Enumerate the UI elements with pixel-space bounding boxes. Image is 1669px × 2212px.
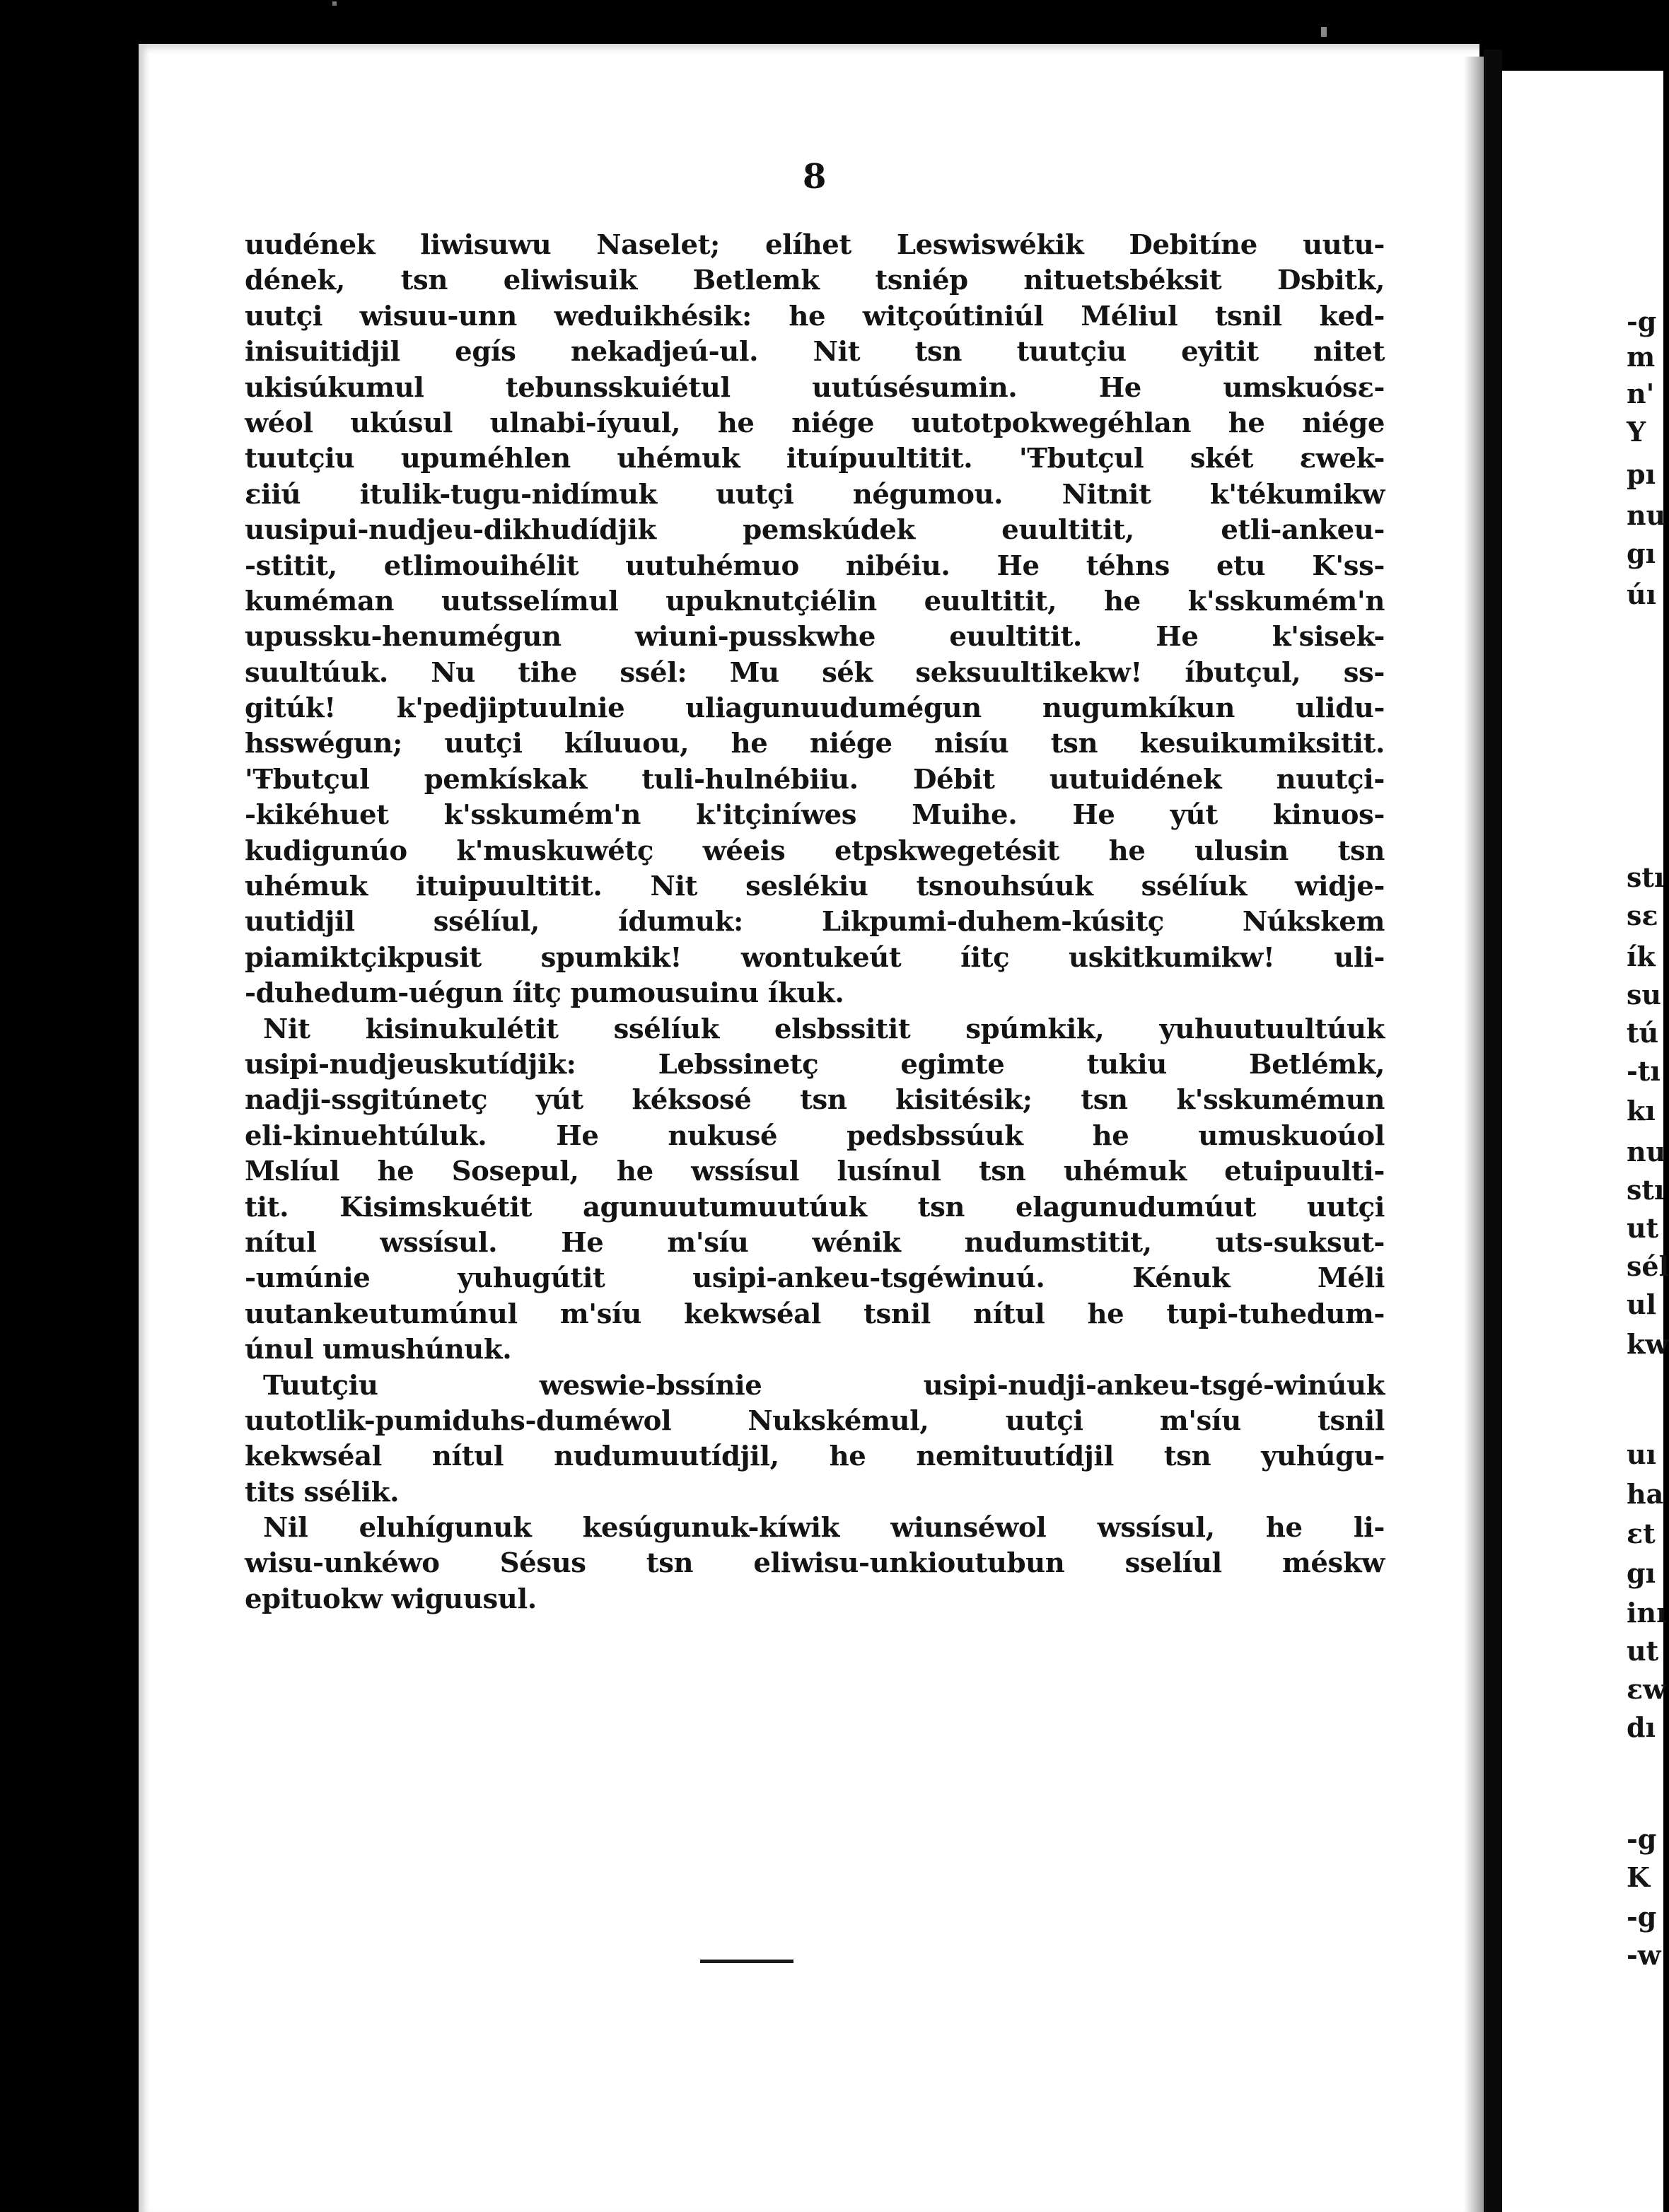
next-page-fragment: K [1627, 1861, 1651, 1893]
next-page-fragment: inı [1627, 1597, 1667, 1629]
text-line: uudének liwisuwu Naselet; elíhet Leswiswékik Debitíne uutu- [245, 229, 1385, 261]
text-line: usipi-nudjeuskutídjik: Lebssinetç egimte tukiu Betlémk, [245, 1048, 1385, 1081]
dust-speck [332, 1, 337, 6]
text-line: nítul wssísul. He m'síu wénik nudumstitit, uts-suksut- [245, 1226, 1385, 1259]
end-rule [700, 1960, 793, 1963]
text-line: uutidjil ssélíul, ídumuk: Likpumi-duhem-kúsitç Núkskem [245, 906, 1385, 938]
next-page-fragment: -g [1627, 1823, 1657, 1855]
text-line: -duhedum-uégun íitç pumousuinu íkuk. [245, 977, 844, 1010]
text-line: kekwséal nítul nudumuutídjil, he nemituutídjil tsn yuhúgu- [245, 1440, 1385, 1473]
next-page-fragment: -g [1627, 305, 1657, 337]
text-line: εiiú itulik-tugu-nidímuk uutçi négumou. Nitnit k'tékumikw [245, 478, 1385, 511]
next-page-fragment: sε [1627, 900, 1658, 931]
text-line: únul umushúnuk. [245, 1334, 512, 1366]
next-page-fragment: -g [1627, 1901, 1657, 1933]
text-line: uusipui-nudjeu-dikhudídjik pemskúdek euultitit, etli-ankeu- [245, 514, 1385, 547]
next-page-fragment: Y [1627, 416, 1646, 448]
text-line: tit. Kisimskuétit agunuutumuutúuk tsn elagunudumúut uutçi [245, 1191, 1385, 1223]
text-line: -umúnie yuhugútit usipi-ankeu-tsgéwinuú. Kénuk Méli [245, 1262, 1385, 1295]
text-line: hsswégun; uutçi kíluuou, he niége nisíu tsn kesuikumiksitit. [245, 728, 1385, 760]
next-page-fragment: tú [1627, 1017, 1659, 1049]
text-line: wisu-unkéwo Sésus tsn eliwisu-unkioutubun sselíul méskw [245, 1547, 1385, 1580]
next-page-fragment: su [1627, 979, 1662, 1011]
next-page-fragment: gı [1627, 1557, 1656, 1589]
text-line: upussku-henumégun wiuni-pusskwhe euultitit. He k'sisek- [245, 621, 1385, 653]
text-line: wéol ukúsul ulnabi-íyuul, he niége uutotpokwegéhlan he niége [245, 407, 1385, 439]
next-page-fragment: ut [1627, 1635, 1659, 1667]
body-text [245, 228, 1385, 1617]
next-page-fragment: -tı [1627, 1055, 1661, 1087]
next-page-fragment: εt [1627, 1518, 1656, 1549]
gutter-shadow [1464, 57, 1484, 2212]
text-line: Tuutçiu weswie-bssínie usipi-nudji-ankeu-tsgé-winúuk [263, 1369, 1385, 1402]
text-line: ukisúkumul tebunsskuiétul uutúsésumin. He umskuósε- [245, 371, 1385, 404]
next-page-fragment: ík [1627, 941, 1656, 972]
next-page-fragment: stı [1627, 861, 1665, 893]
text-line: suultúuk. Nu tihe ssél: Mu sék seksuultikekw! íbutçul, ss- [245, 656, 1385, 689]
text-line: -kikéhuet k'sskumém'n k'itçiníwes Muihe. He yút kinuos- [245, 799, 1385, 832]
text-line: tits ssélik. [245, 1476, 400, 1508]
text-line: tuutçiu upuméhlen uhémuk ituípuultitit. 'Ŧbutçul skét εwek- [245, 443, 1385, 475]
next-page-fragment: sél [1627, 1250, 1669, 1282]
next-page-fragment: m [1627, 341, 1656, 373]
next-page-fragment: dı [1627, 1711, 1656, 1743]
next-page-fragment: kı [1627, 1095, 1656, 1127]
next-page-fragment: -w [1627, 1939, 1661, 1971]
text-line: dének, tsn eliwisuik Betlemk tsniép nituetsbéksit Dsbitk, [245, 264, 1385, 297]
text-line: uutotlik-pumiduhs-duméwol Nukskémul, uutçi m'síu tsnil [245, 1404, 1385, 1437]
text-line: nadji-ssgitúnetç yút kéksosé tsn kisitésik; tsn k'sskumémun [245, 1084, 1385, 1117]
text-line: Mslíul he Sosepul, he wssísul lusínul tsn uhémuk etuipuulti- [245, 1156, 1385, 1188]
next-page-fragment: εw [1627, 1673, 1666, 1705]
next-page-fragment: ut [1627, 1212, 1659, 1244]
next-page-fragment: úı [1627, 578, 1657, 610]
text-line: Nil eluhígunuk kesúgunuk-kíwik wiunséwol wssísul, he li- [263, 1512, 1385, 1544]
text-line: inisuitidjil egís nekadjeú-ul. Nit tsn tuutçiu eyitit nitet [245, 336, 1385, 368]
next-page-fragment: n' [1627, 378, 1655, 409]
next-page-fragment: gı [1627, 537, 1656, 569]
next-page-fragment: ha [1627, 1478, 1664, 1510]
next-page-fragment: nu [1627, 1136, 1666, 1168]
text-line: kudigunúo k'muskuwétç wéeis etpskwegetésit he ulusin tsn [245, 834, 1385, 867]
page-number: 8 [803, 157, 827, 197]
text-line: Nit kisinukulétit ssélíuk elsbssitit spúmkik, yuhuutuultúuk [263, 1013, 1385, 1045]
text-line: piamiktçikpusit spumkik! wontukeút íitç uskitkumikw! uli- [245, 941, 1385, 974]
book-gutter [1484, 50, 1502, 2212]
text-line: -stitit, etlimouihélit uutuhémuo nibéiu. He téhns etu K'ss- [245, 549, 1385, 582]
text-line: gitúk! k'pedjiptuulnie uliagunuudumégun nugumkíkun ulidu- [245, 692, 1385, 725]
text-line: epituokw wiguusul. [245, 1583, 537, 1615]
text-line: eli-kinuehtúluk. He nukusé pedsbssúuk he umuskuoúol [245, 1119, 1385, 1152]
text-line: uutçi wisuu-unn weduikhésik: he witçoútiniúl Méliul tsnil ked- [245, 300, 1385, 332]
text-line: kuméman uutsselímul upuknutçiélin euultitit, he k'sskumém'n [245, 585, 1385, 617]
text-line: 'Ŧbutçul pemkískak tuli-hulnébiiu. Débit uutuidének nuutçi- [245, 763, 1385, 796]
text-line: uutankeutumúnul m'síu kekwséal tsnil nítul he tupi-tuhedum- [245, 1298, 1385, 1330]
next-page-fragment: kw [1627, 1328, 1669, 1360]
next-page-fragment: uı [1627, 1438, 1657, 1470]
next-page-fragment: pı [1627, 458, 1656, 490]
next-page-fragment: nu [1627, 499, 1666, 531]
next-page-fragment: ul [1627, 1288, 1657, 1320]
dust-speck [1321, 27, 1327, 37]
next-page-fragment: stı [1627, 1174, 1665, 1206]
text-line: uhémuk ituipuultitit. Nit seslékiu tsnouhsúuk ssélíuk widje- [245, 871, 1385, 903]
